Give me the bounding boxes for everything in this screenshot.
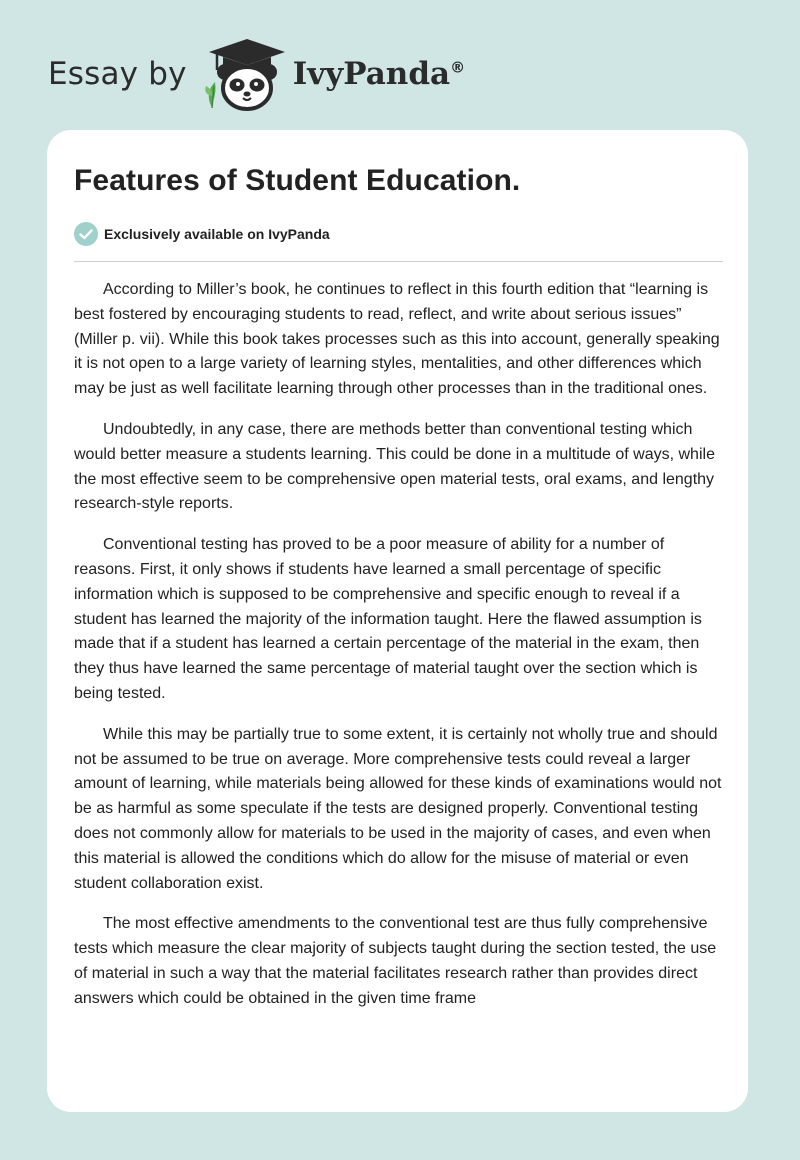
paragraph: Conventional testing has proved to be a poor measure of ability for a number of reasons. First, it only shows if students have learned a small percentage of specific information which is supposed to be comprehensive and specific enough to reveal if a student has learned the majority of the information taught. Here the flawed assumption is made that if a student has learned a certain percentage of the material in the exam, then they thus have learned the same percentage of material taught over the section which is being tested.: [74, 536, 702, 702]
divider: [74, 261, 723, 262]
paragraph: Undoubtedly, in any case, there are methods better than conventional testing which would better measure a students learning. This could be done in a multitude of ways, while the most effective seem to be comprehensive open material tests, oral exams, and lengthy research-style reports.: [74, 420, 715, 513]
check-circle-icon: [74, 222, 98, 246]
exclusive-badge: [74, 222, 330, 246]
site-header: [48, 34, 465, 114]
essay-by-label: Essay by: [48, 56, 187, 92]
essay-body: [74, 278, 724, 1028]
panda-logo-icon: [203, 36, 289, 112]
brand-text: IvyPanda: [292, 56, 451, 92]
essay-card: [47, 130, 748, 1112]
brand-name: [293, 56, 465, 92]
registered-mark: ®: [450, 58, 466, 77]
paragraph: According to Miller’s book, he continues to reflect in this fourth edition that “learning is best fostered by encouraging students to read, reflect, and write about serious issues” (Miller p. vii). While this book takes processes such as this into account, generally speaking it is not open to a large variety of learning styles, mentalities, and other differences which may be just as well facilitate learning through other processes than in the traditional ones.: [74, 281, 720, 398]
paragraph: The most effective amendments to the conventional test are thus fully comprehensive tests which measure the clear majority of subjects taught during the section tested, the use of material in such a way that the material facilitates research rather than provides direct answers which could be obtained in the given time frame: [74, 915, 717, 1007]
exclusive-label: Exclusively available on IvyPanda: [104, 226, 330, 242]
essay-title: Features of Student Education.: [74, 164, 521, 197]
paragraph: While this may be partially true to some extent, it is certainly not wholly true and should not be assumed to be true on average. More comprehensive tests could reveal a larger amount of learning, while materials being allowed for these kinds of examinations would not be as harmful as some speculate if the tests are designed properly. Conventional testing does not commonly allow for materials to be used in the majority of cases, and even when this material is allowed the conditions which do allow for the misuse of material or even student collaboration exist.: [74, 725, 722, 892]
